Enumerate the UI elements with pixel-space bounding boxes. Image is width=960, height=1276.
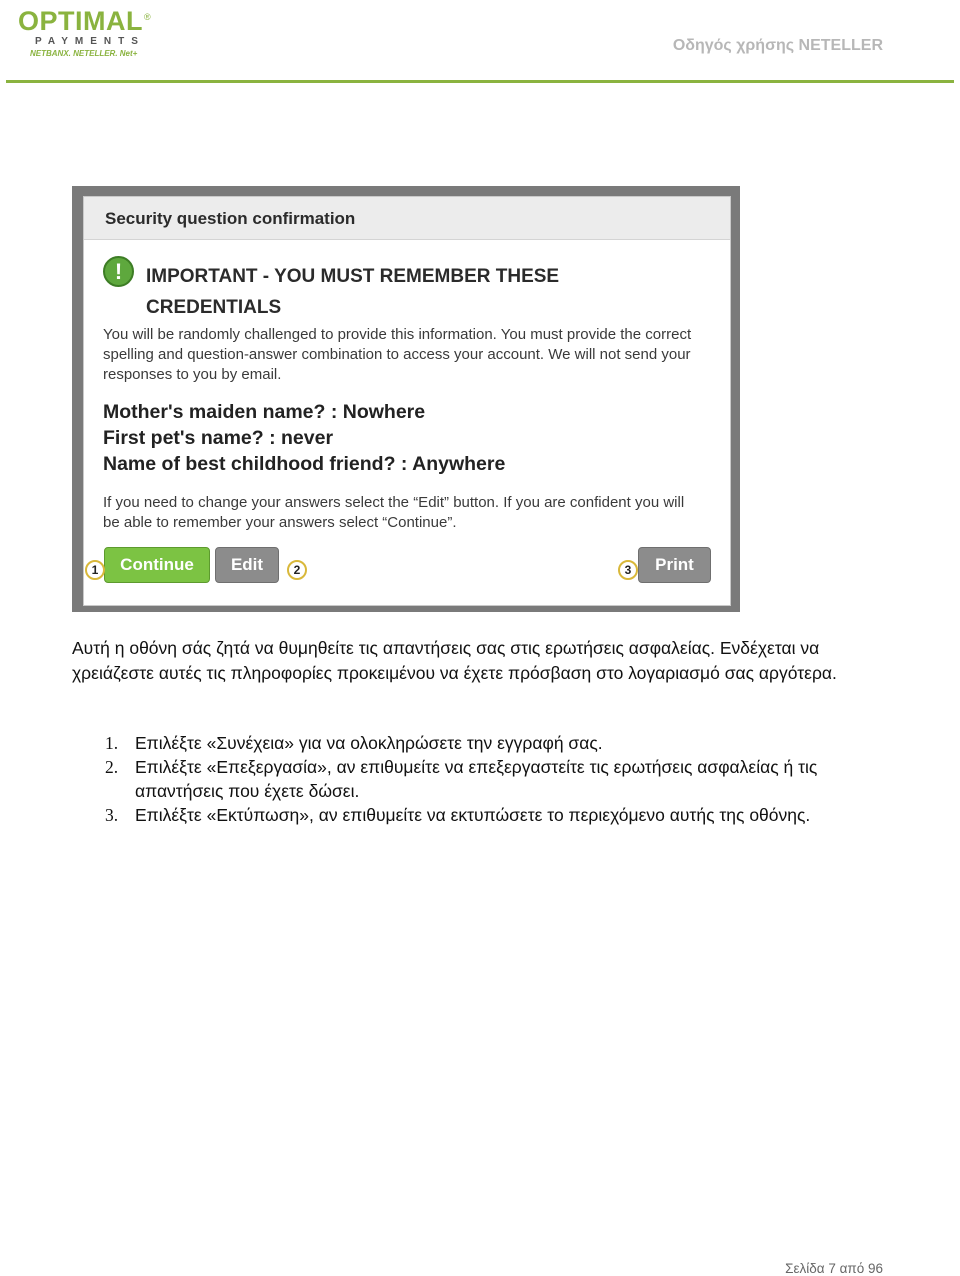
exclamation-icon: ! <box>103 256 134 287</box>
step-number: 1. <box>105 733 119 753</box>
dialog-header <box>84 197 730 240</box>
list-item <box>72 803 882 827</box>
step-text: Επιλέξτε «Συνέχεια» για να ολοκληρώσετε την εγγραφή σας. <box>135 733 603 753</box>
logo-subtitle: PAYMENTS <box>35 36 145 47</box>
list-item <box>72 755 882 803</box>
edit-button[interactable]: Edit <box>215 547 279 583</box>
important-line-2: CREDENTIALS <box>146 297 282 318</box>
qa-list <box>103 399 505 477</box>
list-item <box>72 731 882 755</box>
step-number: 3. <box>105 805 119 825</box>
optimal-payments-logo <box>14 6 154 58</box>
outro-text: If you need to change your answers select the “Edit” button. If you are confident you will be able to remember your answers select “Continue”. <box>103 494 685 531</box>
security-question-dialog <box>83 196 731 606</box>
steps-list <box>72 731 882 827</box>
document-title: Οδηγός χρήσης NETELLER <box>672 37 883 54</box>
logo-brands: NETBANX. NETELLER. Net+ <box>30 49 138 58</box>
callout-badge-1: 1 <box>85 560 105 580</box>
qa-item: Mother's maiden name? : Nowhere <box>103 401 426 423</box>
qa-item: Name of best childhood friend? : Anywhere <box>103 453 506 475</box>
important-line-1: IMPORTANT - YOU MUST REMEMBER THESE <box>146 266 560 287</box>
qa-item: First pet's name? : never <box>103 427 334 449</box>
continue-button[interactable]: Continue <box>104 547 210 583</box>
page-number: Σελίδα 7 από 96 <box>785 1261 883 1276</box>
step-number: 2. <box>105 757 119 777</box>
intro-text: You will be randomly challenged to provide this information. You must provide the correct spelling and question-answer combination to access your account. We will not send your responses to you by email. <box>103 326 692 383</box>
callout-badge-3: 3 <box>618 560 638 580</box>
screenshot-frame <box>72 186 740 612</box>
step-text: Επιλέξτε «Εκτύπωση», αν επιθυμείτε να εκτυπώσετε το περιεχόμενο αυτής της οθόνης. <box>135 805 811 825</box>
print-button[interactable]: Print <box>638 547 711 583</box>
logo-registered-mark: ® <box>144 12 151 22</box>
description-paragraph: Αυτή η οθόνη σάς ζητά να θυμηθείτε τις απαντήσεις σας στις ερωτήσεις ασφαλείας. Ενδέχεται να χρειάζεστε αυτές τις πληροφορίες προκειμένου να έχετε πρόσβαση στο λογαριασμό σας αργότερα. <box>72 638 837 683</box>
header-divider <box>6 80 954 83</box>
important-heading <box>146 261 616 323</box>
callout-badge-2: 2 <box>287 560 307 580</box>
step-text: Επιλέξτε «Επεξεργασία», αν επιθυμείτε να επεξεργαστείτε τις ερωτήσεις ασφαλείας ή τις απαντήσεις που έχετε δώσει. <box>135 757 818 801</box>
logo-wordmark: OPTIMAL <box>18 6 143 36</box>
dialog-title: Security question confirmation <box>105 209 356 228</box>
